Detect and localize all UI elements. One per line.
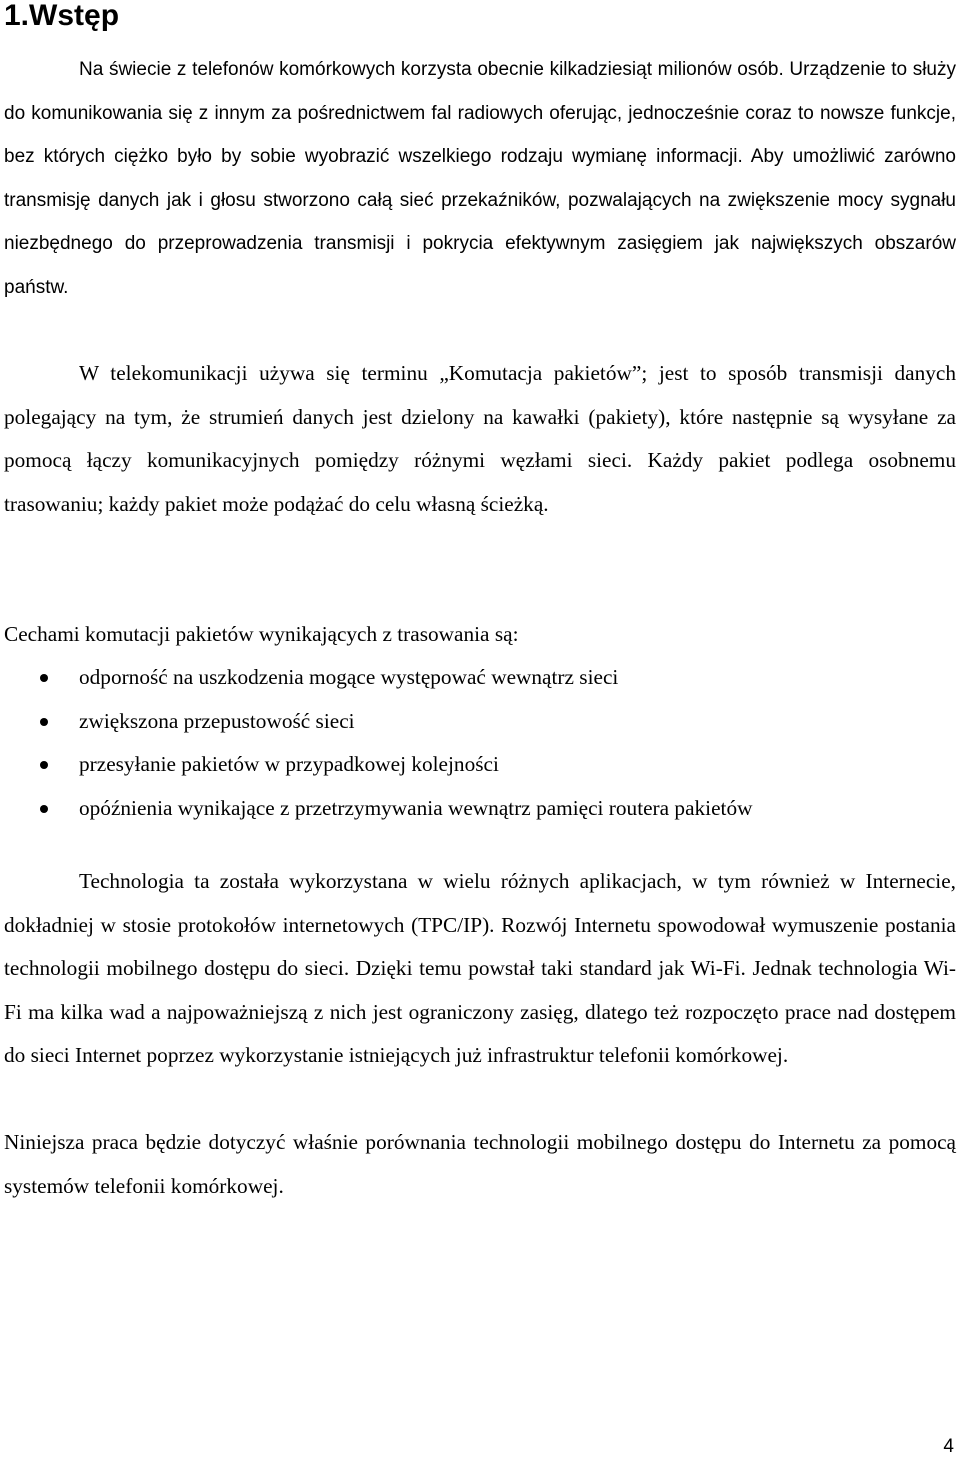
list-item bbox=[0, 656, 960, 700]
list-item bbox=[0, 743, 960, 787]
section-heading: 1.Wstęp bbox=[4, 0, 120, 32]
list-item bbox=[0, 787, 960, 831]
list-intro: Cechami komutacji pakietów wynikających z trasowania są: bbox=[4, 622, 519, 646]
bullet-icon bbox=[40, 718, 48, 726]
technology-paragraph: Technologia ta została wykorzystana w wielu różnych aplikacjach, w tym również w Internecie, dokładniej w stosie protokołów internetowych (TPC/IP). Rozwój Internetu spowodował wymuszenie postania technologii mobilnego dostępu do sieci. Dzięki temu powstał taki standard jak Wi-Fi. Jednak technologia Wi-Fi ma kilka wad a najpoważniejszą z nich jest ograniczony zasięg, dlatego też rozpoczęto prace nad dostępem do sieci Internet poprzez wykorzystanie istniejących już infrastruktur telefonii komórkowej. bbox=[4, 869, 956, 1068]
bullet-icon bbox=[40, 674, 48, 682]
bullet-icon bbox=[40, 805, 48, 813]
list-item-text: odporność na uszkodzenia mogące występować wewnątrz sieci bbox=[79, 665, 619, 689]
list-item bbox=[0, 700, 960, 744]
bullet-icon bbox=[40, 761, 48, 769]
features-list bbox=[0, 656, 960, 830]
intro-paragraph: Na świecie z telefonów komórkowych korzysta obecnie kilkadziesiąt milionów osób. Urządzenie to służy do komunikowania się z innym za pośrednictwem fal radiowych oferując, jednocześnie coraz to nowsze funkcje, bez których ciężko było by sobie wyobrazić wszelkiego rodzaju wymianę informacji. Aby umożliwić zarówno transmisję danych jak i głosu stworzono całą sieć przekaźników, pozwalających na zwiększenie mocy sygnału niezbędnego do przeprowadzenia transmisji i pokrycia efektywnym zasięgiem jak największych obszarów państw. bbox=[4, 59, 956, 298]
list-item-text: zwiększona przepustowość sieci bbox=[79, 708, 355, 733]
list-item-text: przesyłanie pakietów w przypadkowej kolejności bbox=[79, 752, 499, 777]
page-number: 4 bbox=[943, 1436, 954, 1457]
list-item-text: opóźnienia wynikające z przetrzymywania wewnątrz pamięci routera pakietów bbox=[79, 795, 753, 820]
packet-switching-paragraph: W telekomunikacji używa się terminu „Komutacja pakietów”; jest to sposób transmisji danych polegający na tym, że strumień danych jest dzielony na kawałki (pakiety), które następnie są wysyłane za pomocą łączy komunikacyjnych pomiędzy różnymi węzłami sieci. Każdy pakiet podlega osobnemu trasowaniu; każdy pakiet może podążać do celu własną ścieżką. bbox=[4, 361, 956, 516]
thesis-scope-paragraph: Niniejsza praca będzie dotyczyć właśnie porównania technologii mobilnego dostępu do Internetu za pomocą systemów telefonii komórkowej. bbox=[4, 1130, 956, 1198]
